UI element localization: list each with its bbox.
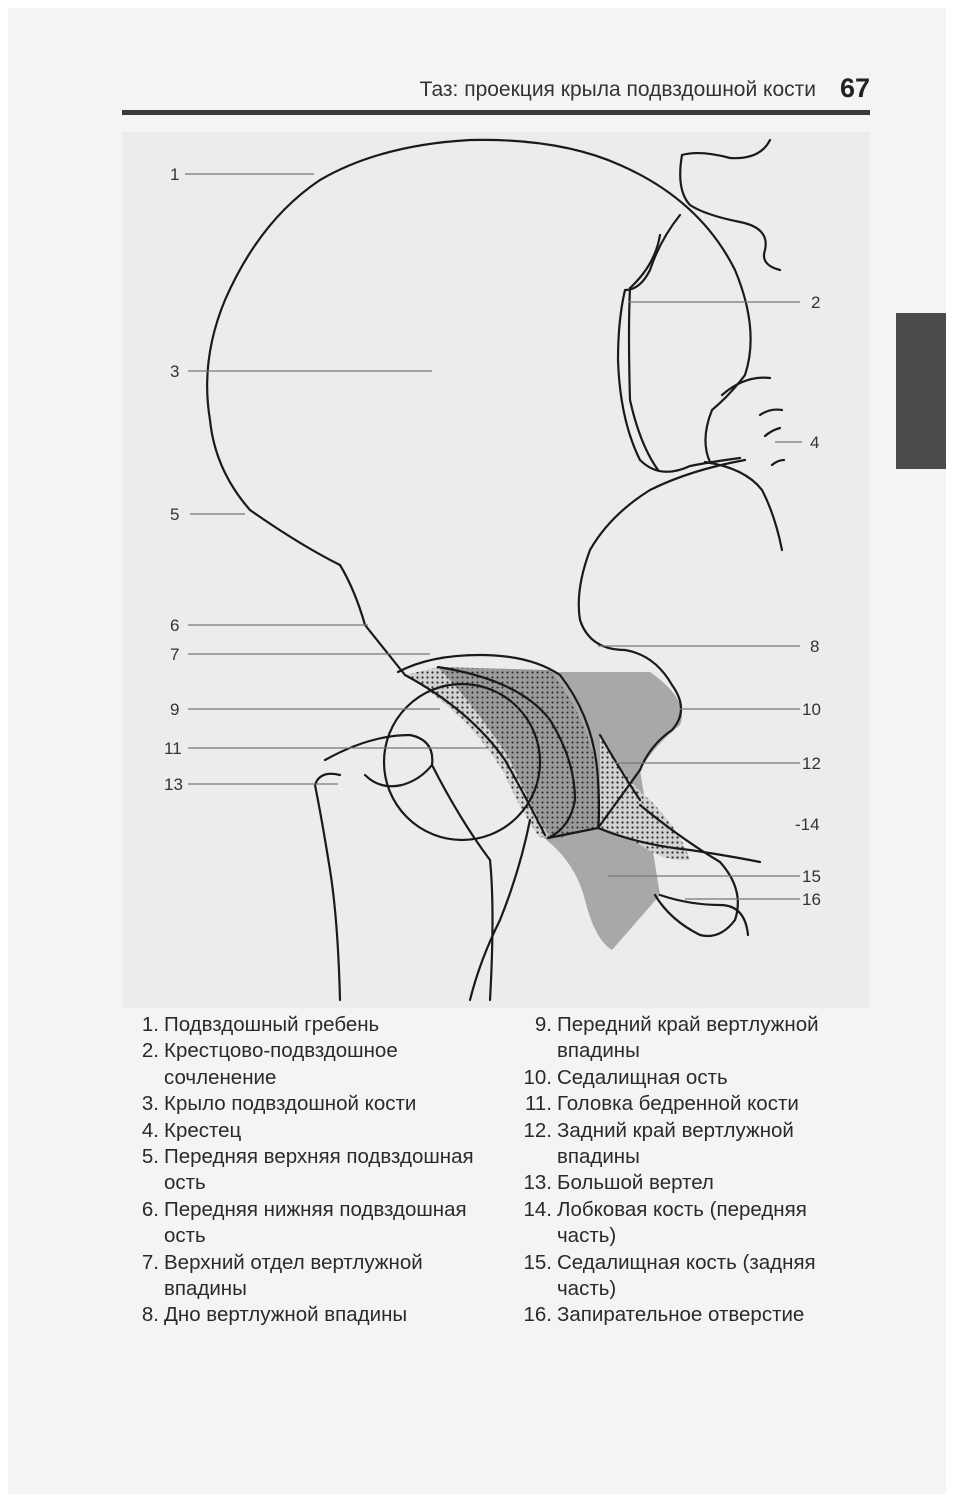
legend-item-12: 12. Задний край вертлужной впадины bbox=[523, 1118, 794, 1169]
legend-item-15: 15. Седалищная кость (задняя часть) bbox=[523, 1250, 816, 1301]
legend-item-13: 13. Большой вертел bbox=[523, 1171, 714, 1195]
legend-item-4: 4. Крестец bbox=[141, 1118, 242, 1142]
figure-labels bbox=[164, 165, 821, 909]
iliac-wing-outline bbox=[207, 140, 750, 675]
label-15: 15 bbox=[802, 867, 821, 886]
label-10: 10 bbox=[802, 700, 821, 719]
legend-item-11: 11. Головка бедренной кости bbox=[525, 1092, 799, 1116]
page-title: Таз: проекция крыла подвздошной кости bbox=[419, 78, 816, 101]
sacrum-outline bbox=[705, 462, 782, 550]
legend-item-1: 1. Подвздошный гребень bbox=[141, 1013, 380, 1036]
label-14: -14 bbox=[795, 815, 820, 834]
greater-trochanter-outline bbox=[315, 774, 340, 1000]
page-number: 67 bbox=[839, 73, 870, 103]
label-2: 2 bbox=[811, 293, 821, 312]
legend-item-9: 9. Передний край вертлужной впадины bbox=[534, 1013, 819, 1063]
legend-item-16: 16. Запирательное отверстие bbox=[523, 1303, 805, 1327]
label-7: 7 bbox=[170, 645, 180, 664]
label-12: 12 bbox=[802, 754, 821, 773]
label-1: 1 bbox=[170, 165, 180, 184]
label-9: 9 bbox=[170, 700, 180, 719]
label-6: 6 bbox=[170, 616, 180, 635]
label-11: 11 bbox=[164, 739, 182, 758]
femoral-neck-line bbox=[325, 735, 432, 786]
femoral-shaft-medial bbox=[432, 765, 493, 1000]
label-8: 8 bbox=[810, 637, 820, 656]
legend-item-6: 6. Передняя нижняя подвздошная ость bbox=[141, 1197, 467, 1248]
legend-item-8: 8. Дно вертлужной впадины bbox=[141, 1303, 408, 1327]
sacroiliac-inner-line bbox=[629, 235, 660, 470]
label-13: 13 bbox=[164, 775, 183, 794]
label-5: 5 bbox=[170, 505, 180, 524]
lesser-trochanter-line bbox=[470, 820, 530, 1000]
ischial-ramus-line bbox=[660, 895, 748, 935]
legend-item-10: 10. Седалищная ость bbox=[523, 1065, 728, 1089]
sacral-foramen-line-3 bbox=[765, 428, 780, 436]
legend-item-7: 7. Верхний отдел вертлужной впадины bbox=[141, 1250, 423, 1301]
label-16: 16 bbox=[802, 890, 821, 909]
legend-item-3: 3. Крыло подвздошной кости bbox=[141, 1092, 417, 1116]
sacral-foramen-line-2 bbox=[760, 410, 782, 415]
sacral-foramen-line-4 bbox=[772, 460, 784, 465]
legend-item-14: 14. Лобковая кость (передняя часть) bbox=[523, 1197, 807, 1248]
label-3: 3 bbox=[170, 362, 180, 381]
sacrum-upper-line bbox=[680, 155, 780, 270]
legend-left-column bbox=[128, 1012, 480, 1329]
legend-item-2: 2. Крестцово-подвздошное сочленение bbox=[141, 1039, 398, 1089]
legend-right-column bbox=[510, 1012, 860, 1329]
sacroiliac-joint-line bbox=[618, 215, 740, 472]
sacrum-top-line bbox=[682, 140, 770, 158]
label-4: 4 bbox=[810, 433, 820, 452]
legend-item-5: 5. Передняя верхняя подвздошная ость bbox=[141, 1145, 474, 1195]
